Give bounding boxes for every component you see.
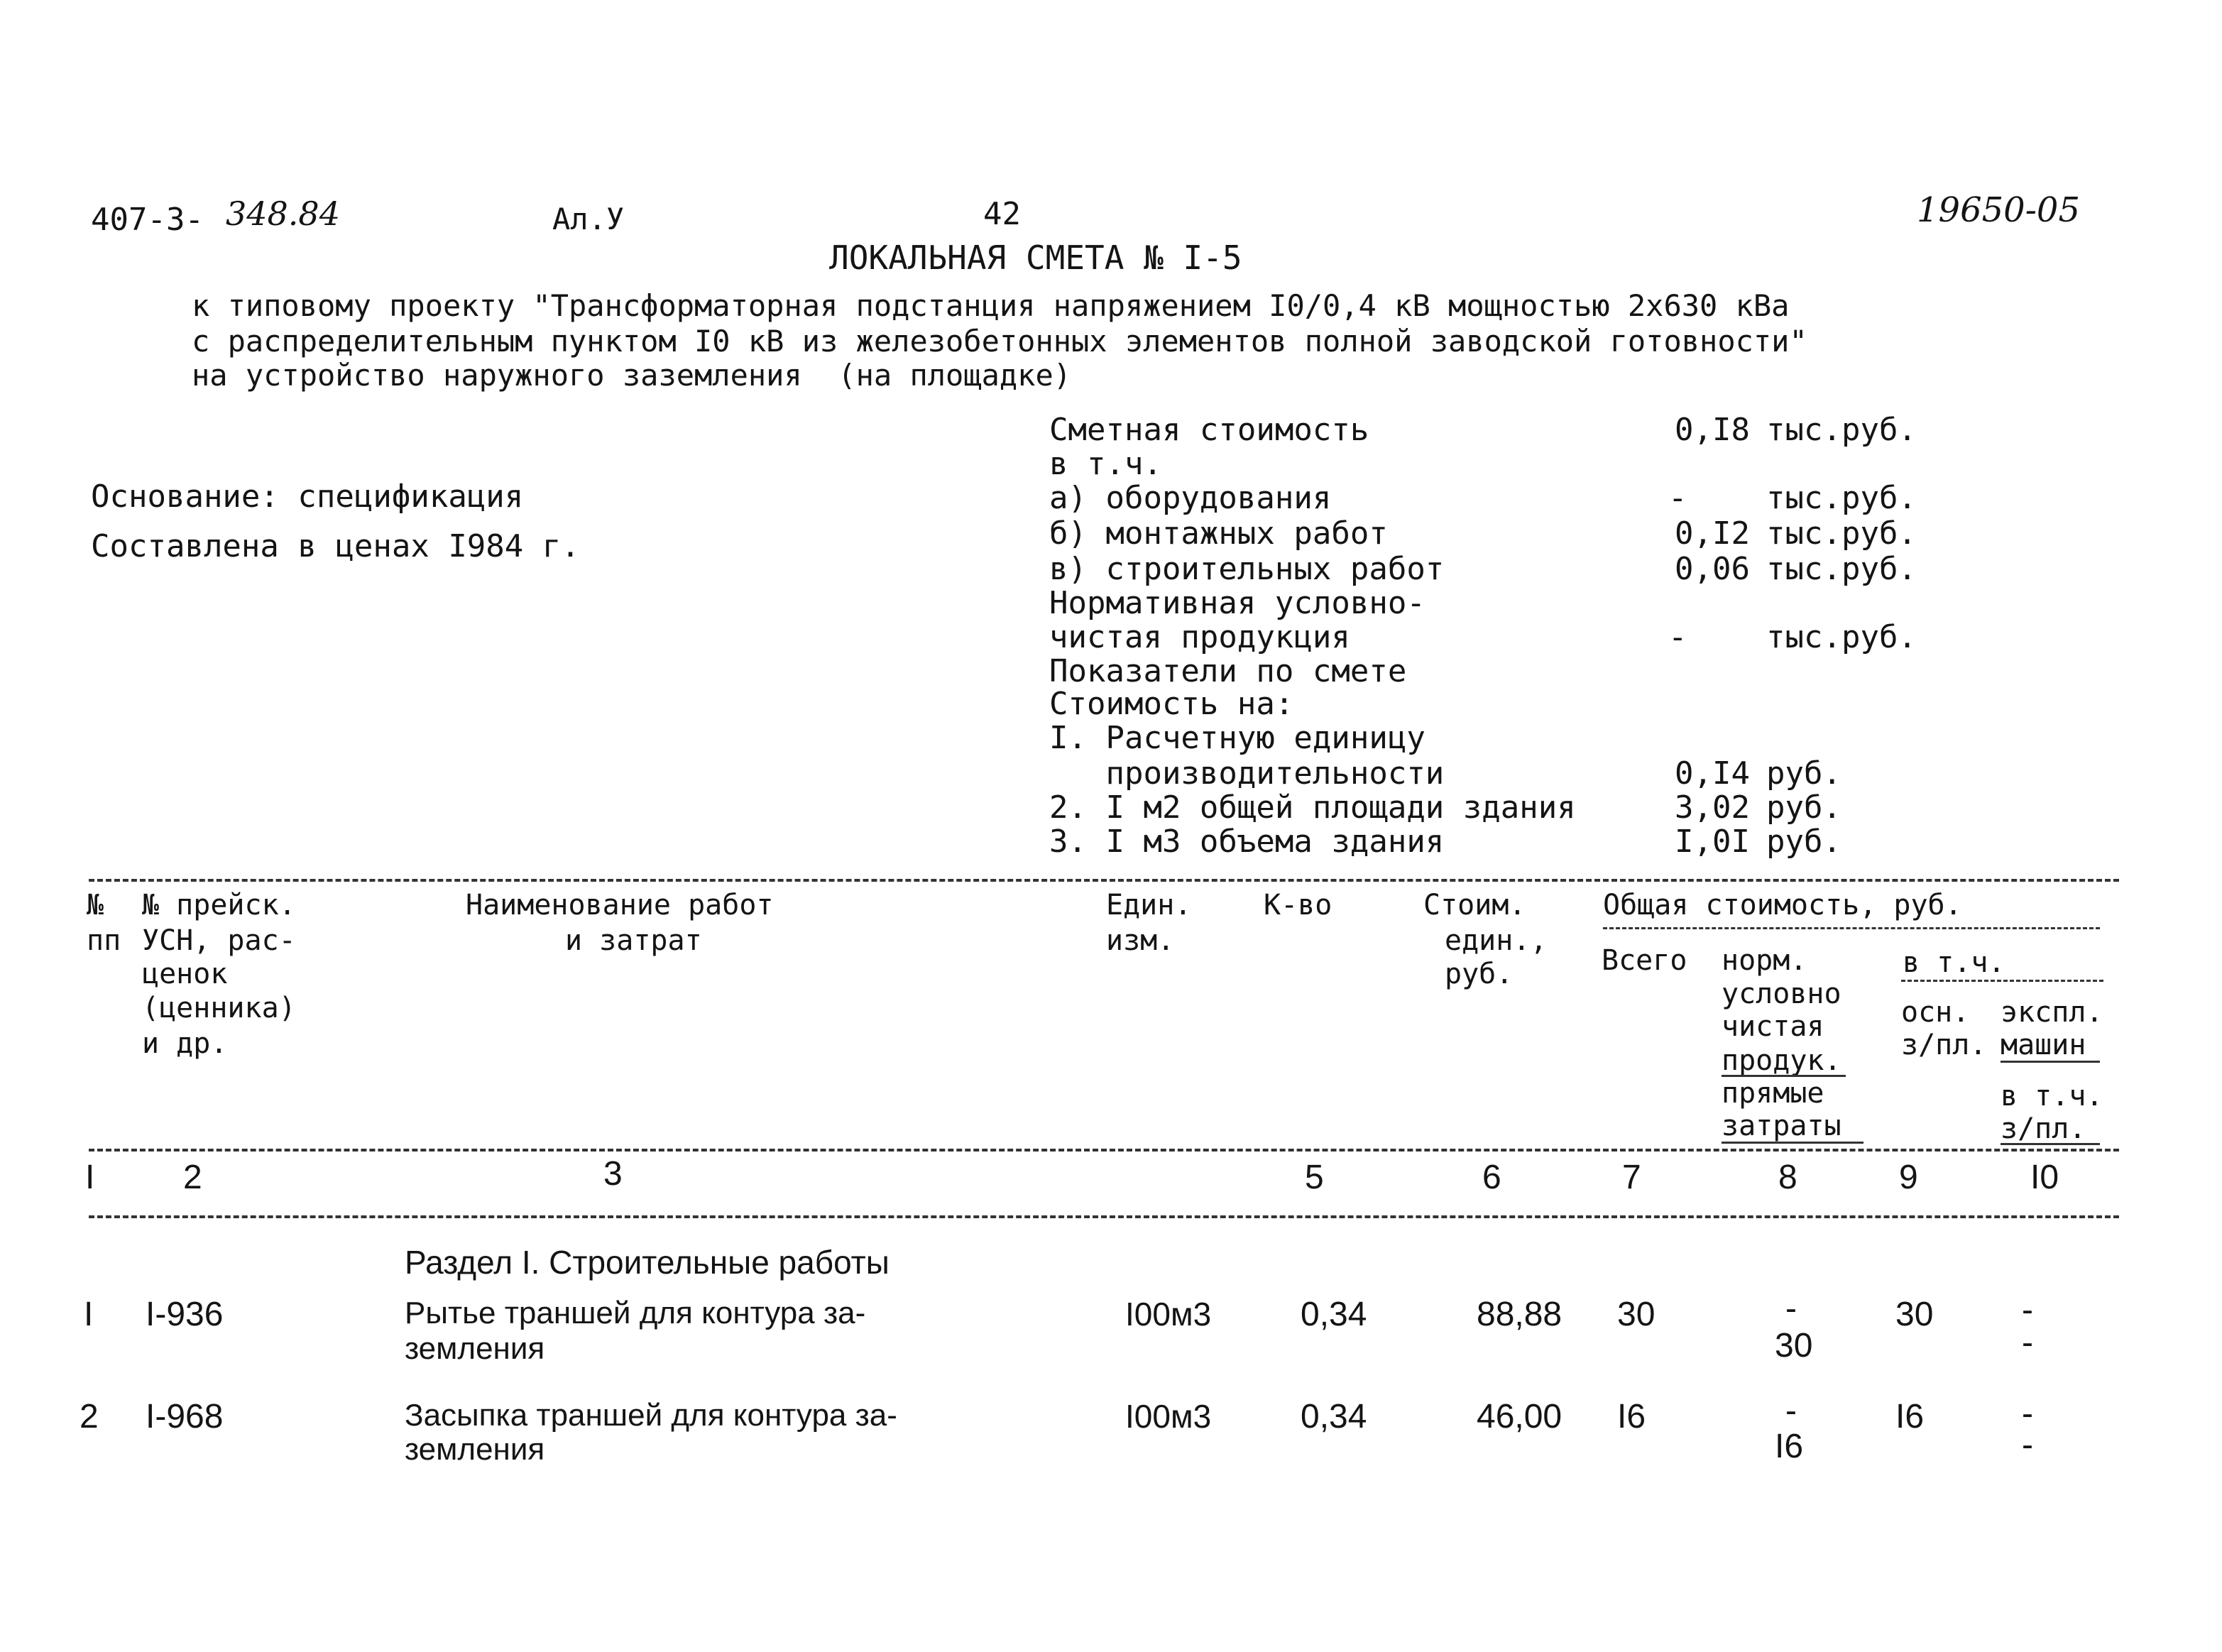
header-col5-line: К-во (1264, 889, 1332, 921)
summary-value: 0,I8 (1675, 412, 1750, 448)
summary-value: - (1668, 480, 1687, 516)
row-quantity: 0,34 (1301, 1398, 1367, 1435)
row-norm-value: 30 (1775, 1327, 1813, 1364)
summary-value: - (1668, 619, 1687, 655)
summary-unit: тыс.руб. (1766, 480, 1917, 516)
summary-label: а) оборудования (1049, 480, 1332, 516)
row-total: I6 (1617, 1398, 1646, 1435)
basis-text: Основание: спецификация (91, 478, 524, 515)
column-number: 3 (603, 1155, 623, 1193)
row-machines-salary: - (2022, 1426, 2033, 1464)
row-code: I-968 (146, 1398, 224, 1435)
row-unit: I00м3 (1125, 1296, 1212, 1333)
col10-underline (2001, 1061, 2100, 1063)
summary-value: 0,I2 (1675, 515, 1750, 552)
summary-label: Стоимость на: (1049, 686, 1294, 722)
summary-unit: тыс.руб. (1766, 412, 1917, 448)
summary-label: Сметная стоимость (1049, 412, 1369, 448)
summary-label: б) монтажных работ (1049, 515, 1388, 552)
summary-label: Нормативная условно- (1049, 585, 1425, 621)
header-col10-line: в т.ч. (2001, 1080, 2103, 1112)
row-unit-cost: 88,88 (1477, 1296, 1562, 1333)
row-unit: I00м3 (1125, 1398, 1212, 1435)
header-col6-line: руб. (1445, 958, 1514, 990)
header-col9-line: осн. (1901, 996, 1970, 1029)
header-col3-line: Наименование работ (466, 889, 774, 921)
col8-underline (1722, 1142, 1863, 1144)
column-number: 7 (1622, 1159, 1641, 1196)
row-code: I-936 (146, 1296, 224, 1333)
row-norm-dash: - (1785, 1392, 1797, 1430)
row-salary: 30 (1895, 1296, 1934, 1333)
header-col3-line: и затрат (565, 924, 702, 957)
row-number: 2 (80, 1398, 99, 1435)
header-col2-line: и др. (142, 1027, 228, 1060)
row-machines-salary: - (2022, 1324, 2033, 1362)
row-unit-cost: 46,00 (1477, 1398, 1562, 1435)
header-col8-line: чистая (1722, 1010, 1824, 1043)
row-machines: - (2022, 1291, 2033, 1329)
subtitle-line-3: на устройство наружного заземления (на площадке) (192, 358, 1072, 393)
header-including: в т.ч. (1903, 946, 2005, 979)
header-col6-line: Стоим. (1423, 889, 1526, 921)
header-group-total-cost: Общая стоимость, руб. (1603, 889, 1962, 921)
summary-label: 3. I м3 объема здания (1049, 824, 1445, 860)
header-col8-line: прямые (1722, 1077, 1824, 1110)
document-title: ЛОКАЛЬНАЯ СМЕТА № I-5 (829, 239, 1242, 277)
summary-unit: руб. (1766, 789, 1841, 826)
header-col2-line: № прейск. (142, 889, 296, 921)
row-norm-value: I6 (1775, 1428, 1804, 1465)
summary-label: производительности (1049, 755, 1445, 792)
row-name-line: земления (405, 1331, 545, 1366)
row-norm-dash: - (1785, 1290, 1797, 1328)
group-underline (1603, 927, 2100, 929)
summary-unit: тыс.руб. (1766, 619, 1917, 655)
subtitle-line-1: к типовому проекту "Трансформаторная подстанция напряжением I0/0,4 кВ мощностью 2х630 кВа (192, 288, 1790, 323)
summary-value: 0,06 (1675, 551, 1750, 587)
row-number: I (84, 1296, 94, 1333)
header-col6-line: един., (1445, 924, 1548, 957)
header-col10-line: машин (2001, 1029, 2086, 1061)
col10-underline (2001, 1143, 2100, 1145)
row-name-line: земления (405, 1432, 545, 1467)
summary-label: 2. I м2 общей площади здания (1049, 789, 1576, 826)
summary-unit: руб. (1766, 824, 1841, 860)
summary-unit: руб. (1766, 755, 1841, 792)
column-number: I (85, 1159, 95, 1196)
column-number: I0 (2030, 1159, 2059, 1196)
header-col1-line: № (87, 889, 104, 921)
column-number: 8 (1778, 1159, 1797, 1196)
header-col10-line: экспл. (2001, 996, 2103, 1029)
row-salary: I6 (1895, 1398, 1925, 1435)
summary-label: Показатели по смете (1049, 653, 1407, 689)
prices-text: Составлена в ценах I984 г. (91, 528, 580, 564)
header-col8-line: продук. (1722, 1044, 1841, 1077)
page-number: 42 (983, 196, 1021, 232)
column-number: 9 (1899, 1159, 1918, 1196)
header-col8-line: норм. (1722, 944, 1807, 977)
header-col1-line: пп (87, 924, 121, 957)
summary-unit: тыс.руб. (1766, 515, 1917, 552)
header-col8-line: условно (1722, 978, 1841, 1010)
column-number: 6 (1482, 1159, 1501, 1196)
column-number: 2 (183, 1159, 202, 1196)
header-col2-line: УСН, рас- (142, 924, 296, 957)
section-title: Раздел I. Строительные работы (405, 1244, 890, 1281)
summary-value: I,0I (1675, 824, 1750, 860)
header-col8-line: затраты (1722, 1110, 1841, 1142)
summary-label: чистая продукция (1049, 619, 1350, 655)
header-col4-line: изм. (1106, 924, 1175, 957)
row-quantity: 0,34 (1301, 1296, 1367, 1333)
header-bottom-rule (89, 1149, 2119, 1152)
summary-label: в) строительных работ (1049, 551, 1445, 587)
header-col2-line: (ценника) (142, 992, 296, 1024)
summary-unit: тыс.руб. (1766, 551, 1917, 587)
header-col7-line: Всего (1602, 944, 1687, 977)
header-col9-line: з/пл. (1901, 1029, 1987, 1061)
summary-value: 3,02 (1675, 789, 1750, 826)
row-machines: - (2022, 1395, 2033, 1433)
subtitle-line-2: с распределительным пунктом I0 кВ из железобетонных элементов полной заводской готовности" (192, 324, 1807, 359)
header-col10-line: з/пл. (2001, 1112, 2086, 1145)
archive-number: 19650-05 (1917, 190, 2080, 230)
document-code-handwritten: 348.84 (226, 195, 340, 233)
row-name-line: Засыпка траншей для контура за- (405, 1398, 897, 1433)
column-numbers-rule (89, 1215, 2119, 1218)
column-number: 5 (1305, 1159, 1324, 1196)
header-col2-line: ценок (142, 958, 228, 990)
table-top-rule (89, 879, 2119, 882)
album-label: Ал.У (552, 202, 625, 236)
row-total: 30 (1617, 1296, 1655, 1333)
document-code: 407-3- (91, 202, 204, 238)
summary-value: 0,I4 (1675, 755, 1750, 792)
incl-underline (1901, 980, 2103, 982)
row-name-line: Рытье траншей для контура за- (405, 1296, 866, 1330)
summary-label: I. Расчетную единицу (1049, 720, 1425, 756)
summary-label: в т.ч. (1049, 446, 1162, 482)
header-col4-line: Един. (1106, 889, 1192, 921)
